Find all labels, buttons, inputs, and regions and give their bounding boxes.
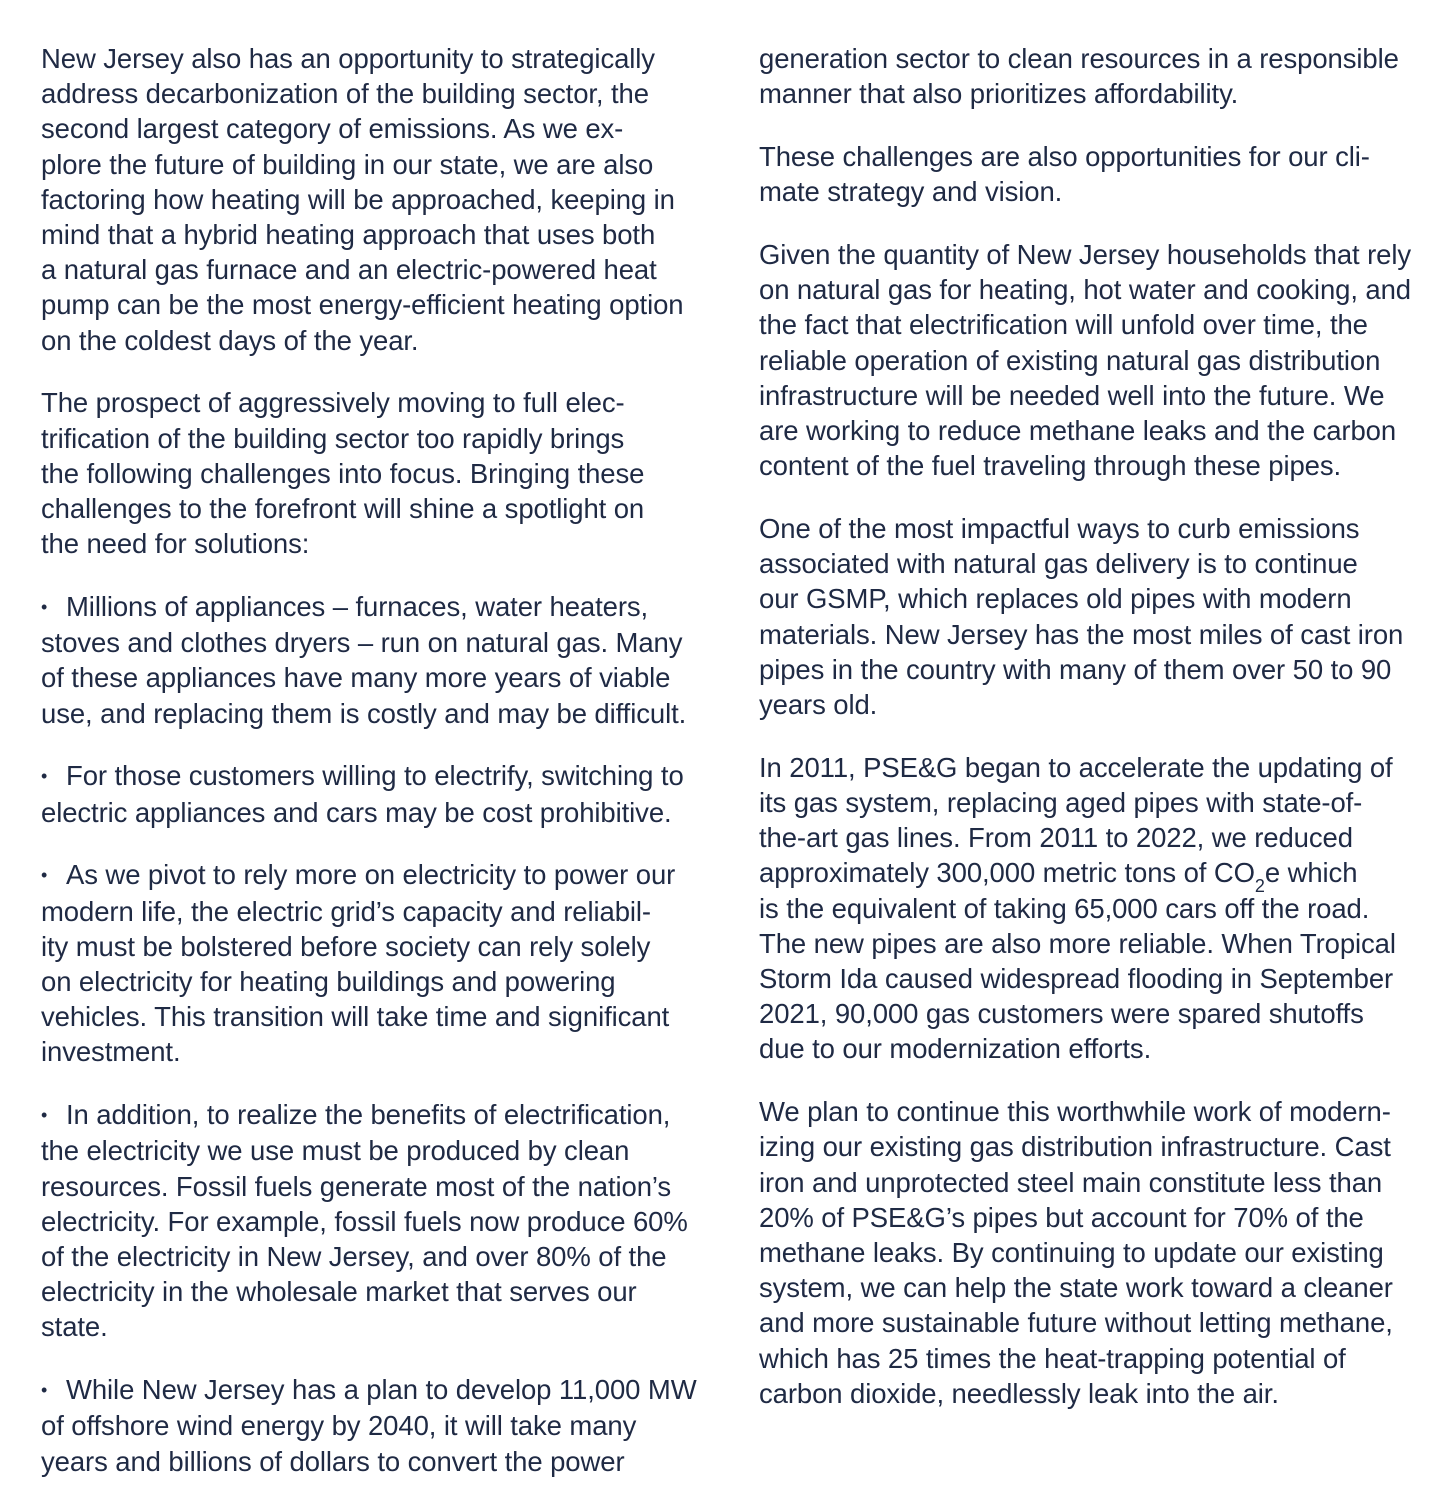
bullet-icon: •: [41, 865, 48, 886]
paragraph-electrification-challenges: The prospect of aggressively moving to full elec- trification of the building sector too rapidly brings the following challenges into focus. Bringing these challenges to the forefront will shine a spotlight on the need for solutions:: [41, 387, 645, 560]
bullet-text: For those customers willing to electrify, switching to electric appliances and cars may be cost prohibitive.: [41, 760, 684, 828]
co2-subscript: 2: [1254, 876, 1265, 897]
paragraph-pseg-2011: [759, 750, 1427, 1067]
pseg-text-start: In 2011, PSE&G began to accelerate the updating of its gas system, replacing aged pipes with state-of- the-art gas lines. From 2011 to 2022, we reduced approximately 300,000 metric tons of CO: [759, 751, 1393, 889]
bullet-item-clean-resources: [41, 1097, 706, 1344]
bullet-icon: •: [41, 597, 48, 618]
bullet-item-cost: [41, 758, 706, 829]
pseg-text-end: e which is the equivalent of taking 65,000 cars off the road. The new pipes are also more reliable. When Tropical Storm Ida caused widespread flooding in September 2021, 90,000 gas customers were spared shutoffs due to our modernization efforts.: [759, 857, 1396, 1065]
bullet-text: As we pivot to rely more on electricity to power our modern life, the electric grid’s capacity and reliabil- ity must be bolstered before society can rely solely on electricity for heating buildings and powering vehicles. This transition will take time and significant investment.: [41, 859, 676, 1068]
bullet-item-appliances: [41, 589, 706, 731]
bullet-icon: •: [41, 1380, 48, 1401]
paragraph-building-decarbonization: New Jersey also has an opportunity to strategically address decarbonization of the building sector, the second largest category of emissions. As we ex- plore the future of building in our state, we are also factoring how heating will be approached, keeping in mind that a hybrid heating approach that uses both a natural gas furnace and an electric-powered heat pump can be the most energy-efficient heating option on the coldest days of the year.: [41, 43, 684, 356]
paragraph-gsmp: One of the most impactful ways to curb emissions associated with natural gas delivery is to continue our GSMP, which replaces old pipes with modern materials. New Jersey has the most miles of cast iron pipes in the country with many of them over 50 to 90 years old.: [759, 513, 1404, 721]
bullet-item-offshore-wind: [41, 1372, 706, 1479]
left-text-column: [41, 41, 706, 1506]
bullet-text: Millions of appliances – furnaces, water heaters, stoves and clothes dryers – run on natural gas. Many of these appliances have many more years of viable use, and replacing them is costly and may be difficult.: [41, 591, 687, 729]
paragraph-opportunities: These challenges are also opportunities for our cli- mate strategy and vision.: [759, 141, 1370, 208]
paragraph-gas-infrastructure: Given the quantity of New Jersey households that rely on natural gas for heating, hot water and cooking, and the fact that electrification will unfold over time, the reliable operation of existing natural gas distribution infrastructure will be needed well into the future. We are working to reduce methane leaks and the carbon content of the fuel traveling through these pipes.: [759, 239, 1412, 482]
right-text-column: [759, 41, 1427, 1439]
bullet-icon: •: [41, 1105, 48, 1126]
bullet-item-grid-capacity: [41, 857, 706, 1069]
bullet-text: While New Jersey has a plan to develop 11,000 MW of offshore wind energy by 2040, it will take many years and billions of dollars to convert the power: [41, 1374, 697, 1477]
paragraph-generation-sector: generation sector to clean resources in a responsible manner that also prioritizes affordability.: [759, 43, 1399, 110]
bullet-text: In addition, to realize the benefits of electrification, the electricity we use must be produced by clean resources. Fossil fuels generate most of the nation’s electricity. For example, fossil fuels now produce 60% of the electricity in New Jersey, and over 80% of the electricity in the wholesale market that serves our state.: [41, 1099, 688, 1343]
bullet-icon: •: [41, 766, 48, 787]
paragraph-modernizing: We plan to continue this worthwhile work of modern- izing our existing gas distribution infrastructure. Cast iron and unprotected steel main constitute less than 20% of PSE&G’s pipes but account for 70% of the methane leaks. By continuing to update our existing system, we can help the state work toward a cleaner and more sustainable future without letting methane, which has 25 times the heat-trapping potential of carbon dioxide, needlessly leak into the air.: [759, 1096, 1393, 1409]
